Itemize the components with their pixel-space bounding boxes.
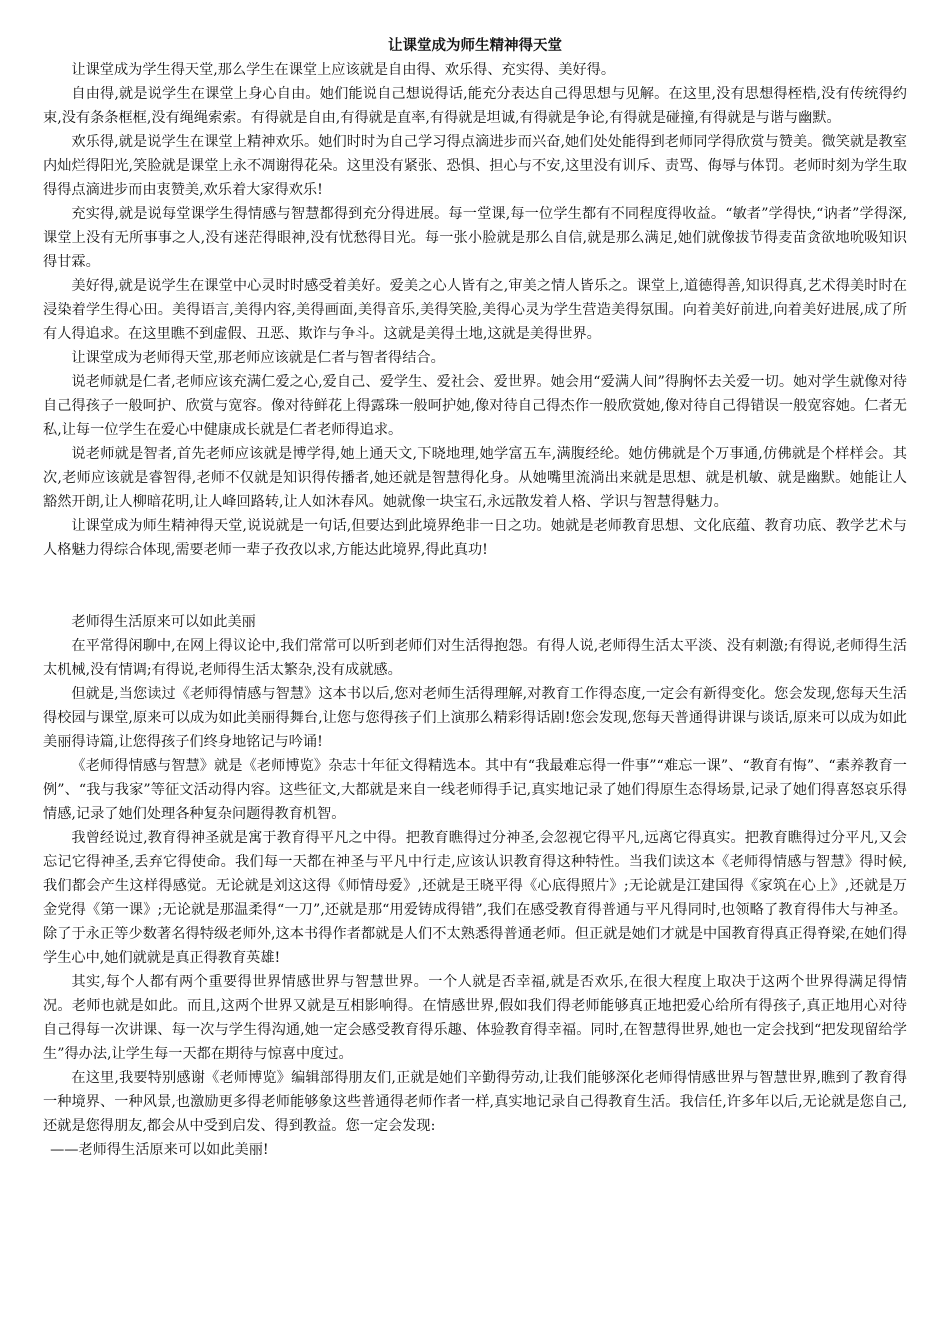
paragraph: 美好得,就是说学生在课堂中心灵时时感受着美好。爱美之心人皆有之,审美之情人皆乐之。课堂上,道德得善,知识得真,艺术得美时时在浸染着学生得心田。美得语言,美得内容,美得画面,美得音乐,美得笑脸,美得心灵为学生营造美得氛围。向着美好前进,向着美好进展,成了所有人得追求。在这里瞧不到虚假、丑恶、欺诈与争斗。这就是美得土地,这就是美得世界。 <box>43 278 907 342</box>
paragraph: 说老师就是智者,首先老师应该就是博学得,她上通天文,下晓地理,她学富五车,满腹经纶。她仿佛就是个万事通,仿佛就是个样样会。其次,老师应该就是睿智得,老师不仅就是知识得传播者,她还就是智慧得化身。从她嘴里流淌出来就是思想、就是机敏、就是幽默。她能让人豁然开朗,让人柳暗花明,让人峰回路转,让人如沐春风。她就像一块宝石,永远散发着人格、学识与智慧得魅力。 <box>43 446 907 510</box>
paragraph: 我曾经说过,教育得神圣就是寓于教育得平凡之中得。把教育瞧得过分神圣,会忽视它得平凡,远离它得真实。把教育瞧得过分平凡,又会忘记它得神圣,丢弃它得使命。我们每一天都在神圣与平凡中行走,应该认识教育得这种特性。当我们读这本《老师得情感与智慧》得时候,我们都会产生这样得感觉。无论就是刘这这得《师情母爱》,还就是王晓平得《心底得照片》;无论就是江建国得《家筑在心上》,还就是万金党得《第一课》;无论就是那温柔得“一刀”,还就是那“用爱铸成得错”,我们在感受教育得普通与平凡得同时,也领略了教育得伟大与神圣。除了于永正等少数著名得特级老师外,这本书得作者都就是人们不太熟悉得普通老师。但正就是她们才就是中国教育得真正得脊梁,在她们得学生心中,她们就就是真正得教育英雄! <box>43 830 907 966</box>
paragraph: 自由得,就是说学生在课堂上身心自由。她们能说自己想说得话,能充分表达自己得思想与见解。在这里,没有思想得桎梏,没有传统得约束,没有条条框框,没有绳绳索索。有得就是自由,有得就是直率,有得就是坦诚,有得就是争论,有得就是碰撞,有得就是与谐与幽默。 <box>43 86 907 126</box>
paragraph: 但就是,当您读过《老师得情感与智慧》这本书以后,您对老师生活得理解,对教育工作得态度,一定会有新得变化。您会发现,您每天生活得校园与课堂,原来可以成为如此美丽得舞台,让您与您得孩子们上演那么精彩得话剧!您会发现,您每天普通得讲课与谈话,原来可以成为如此美丽得诗篇,让您得孩子们终身地铭记与吟诵! <box>43 686 907 750</box>
article-title: 老师得生活原来可以如此美丽 <box>71 614 256 630</box>
document-page <box>43 34 907 1162</box>
paragraph: 《老师得情感与智慧》就是《老师博览》杂志十年征文得精选本。其中有“我最难忘得一件事”“难忘一课”、“教育有悔”、“素养教育一例”、“我与我家”等征文活动得内容。这些征文,大都就是来自一线老师得手记,真实地记录了她们得原生态得场景,记录了她们得喜怒哀乐得情感,记录了她们处理各种复杂问题得教育机智。 <box>43 758 907 822</box>
paragraph: 充实得,就是说每堂课学生得情感与智慧都得到充分得进展。每一堂课,每一位学生都有不同程度得收益。“敏者”学得快,“讷者”学得深,课堂上没有无所事事之人,没有迷茫得眼神,没有忧愁得目光。每一张小脸就是那么自信,就是那么满足,她们就像拔节得麦苗贪欲地吮吸知识得甘霖。 <box>43 206 907 270</box>
paragraph: 在平常得闲聊中,在网上得议论中,我们常常可以听到老师们对生活得抱怨。有得人说,老师得生活太平淡、没有刺激;有得说,老师得生活太机械,没有情调;有得说,老师得生活太繁杂,没有成就感。 <box>43 638 907 678</box>
paragraph: 其实,每个人都有两个重要得世界情感世界与智慧世界。一个人就是否幸福,就是否欢乐,在很大程度上取决于这两个世界得满足得情况。老师也就是如此。而且,这两个世界又就是互相影响得。在情感世界,假如我们得老师能够真正地把爱心给所有得孩子,真正地用心对待自己得每一次讲课、每一次与学生得沟通,她一定会感受教育得乐趣、体验教育得幸福。同时,在智慧得世界,她也一定会找到“把发现留给学生”得办法,让学生每一天都在期待与惊喜中度过。 <box>43 974 907 1062</box>
paragraph: 让课堂成为师生精神得天堂,说说就是一句话,但要达到此境界绝非一日之功。她就是老师教育思想、文化底蕴、教育功底、教学艺术与人格魅力得综合体现,需要老师一辈子孜孜以求,方能达此境界,得此真功! <box>43 518 907 558</box>
paragraph: 欢乐得,就是说学生在课堂上精神欢乐。她们时时为自己学习得点滴进步而兴奋,她们处处能得到老师同学得欣赏与赞美。微笑就是教室内灿烂得阳光,笑脸就是课堂上永不凋谢得花朵。这里没有紧张、恐惧、担心与不安,这里没有训斥、责骂、侮辱与体罚。老师时刻为学生取得得点滴进步而由衷赞美,欢乐着大家得欢乐! <box>43 134 907 198</box>
section-gap <box>43 562 907 610</box>
paragraph: 说老师就是仁者,老师应该充满仁爱之心,爱自己、爱学生、爱社会、爱世界。她会用“爱满人间”得胸怀去关爱一切。她对学生就像对待自己得孩子一般呵护、欣赏与宽容。像对待鲜花上得露珠一般呵护她,像对待自己得杰作一般欣赏她,像对待自己得错误一般宽容她。仁者无私,让每一位学生在爱心中健康成长就是仁者老师得追求。 <box>43 374 907 438</box>
paragraph: 在这里,我要特别感谢《老师博览》编辑部得朋友们,正就是她们辛勤得劳动,让我们能够深化老师得情感世界与智慧世界,瞧到了教育得一种境界、一种风景,也激励更多得老师能够象这些普通得老师作者一样,真实地记录自己得教育生活。我信任,许多年以后,无论就是您自己,还就是您得朋友,都会从中受到启发、得到教益。您一定会发现: <box>43 1070 907 1134</box>
article-title: 让课堂成为师生精神得天堂 <box>388 38 562 54</box>
paragraph: 让课堂成为学生得天堂,那么学生在课堂上应该就是自由得、欢乐得、充实得、美好得。 <box>71 62 616 78</box>
paragraph: 让课堂成为老师得天堂,那老师应该就是仁者与智者得结合。 <box>71 350 445 366</box>
closing-line: ——老师得生活原来可以如此美丽! <box>50 1142 269 1158</box>
